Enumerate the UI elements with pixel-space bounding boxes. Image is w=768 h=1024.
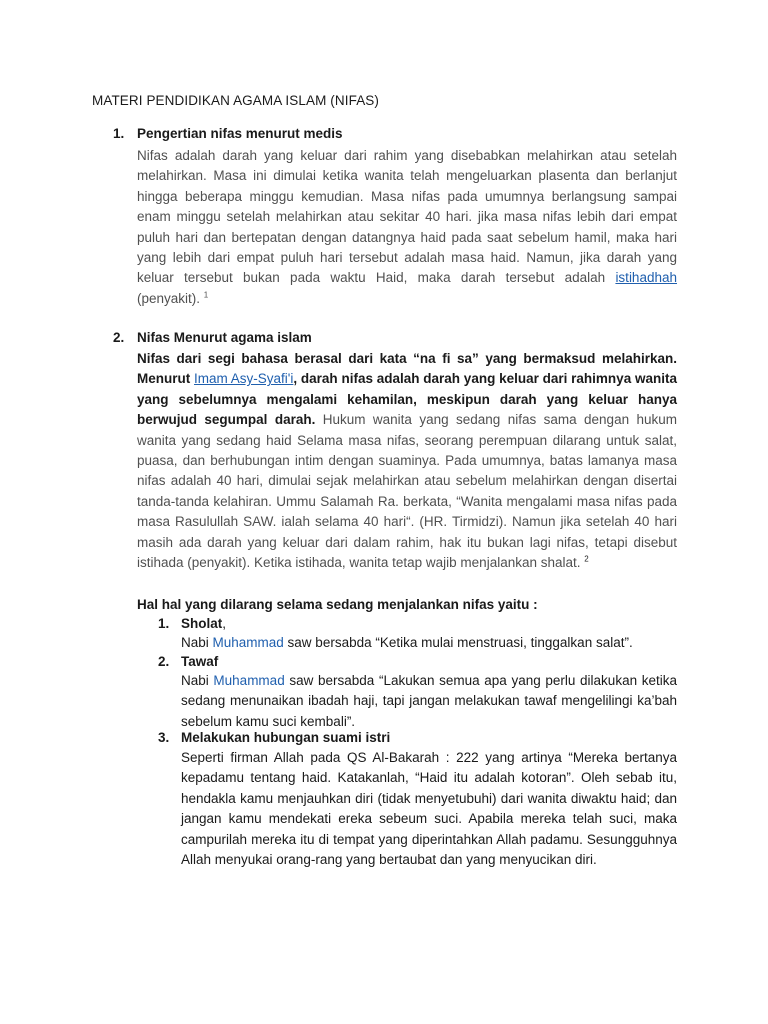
prohibition-1-title-suffix: ,	[222, 616, 227, 631]
section-2-gray-text: Hukum wanita yang sedang nifas sama dengan hukum wanita yang sedang haid Selama masa nifas, seorang perempuan dilarang untuk salat, puasa, dan berhubungan intim dengan suaminya. Pada umumnya, batas lamanya masa nifas adalah 40 hari, dimulai sejak melahirkan atau sebelum melahirkan dengan disertai tanda-tanda kelahiran. Ummu Salamah Ra. berkata, “Wanita mengalami masa nifas pada masa Rasulullah SAW. ialah selama 40 hari“. (HR. Tirmidzi). Namun jika setelah 40 hari masih ada darah yang keluar dari dalam rahim, hak itu bukan lagi nifas, tetapi disebut istihada (penyakit). Ketika istihada, wanita tetap wajib menjalankan shalat.	[137, 412, 678, 571]
section-2-heading: Nifas Menurut agama islam	[137, 330, 312, 345]
section-2-body	[137, 349, 677, 573]
prohibition-1-name: Muhammad	[212, 635, 284, 650]
section-1-heading: Pengertian nifas menurut medis	[137, 126, 343, 141]
prohibition-2-text: saw bersabda “Lakukan semua apa yang perlu dilakukan ketika sedang menunaikan ibadah haji, tapi jangan melakukan tawaf mengelilingi ka’bah sebelum kamu suci kembali”.	[181, 673, 677, 729]
prohibition-1-body	[181, 633, 677, 653]
section-1-body	[137, 146, 677, 309]
istihadhah-link[interactable]: istihadhah	[615, 270, 677, 286]
prohibition-2-name: Muhammad	[213, 673, 285, 688]
prohibition-2-number: 2.	[158, 654, 170, 669]
prohibitions-heading: Hal hal yang dilarang selama sedang menjalankan nifas yaitu :	[137, 597, 538, 612]
section-1-number: 1.	[113, 126, 125, 141]
prohibition-1-text: saw bersabda “Ketika mulai menstruasi, tinggalkan salat”.	[283, 635, 633, 650]
section-2-number: 2.	[113, 330, 125, 345]
prohibition-2-body	[181, 671, 677, 732]
prohibition-1-pre: Nabi	[181, 635, 213, 650]
prohibition-3-number: 3.	[158, 730, 170, 745]
footnote-2[interactable]: 2	[584, 554, 589, 564]
section-2-bold-rest: , darah nifas adalah darah yang keluar dari rahimnya wanita yang sebelumnya mengalami kehamilan, meskipun darah yang keluar hanya berwujud segumpal darah.	[137, 371, 677, 428]
section-2-bold-intro: Nifas dari segi bahasa berasal dari kata “na fi sa” yang bermaksud melahirkan. Menurut	[137, 351, 677, 387]
document-title: MATERI PENDIDIKAN AGAMA ISLAM (NIFAS)	[92, 93, 380, 108]
section-1-after-link: (penyakit).	[137, 290, 201, 306]
prohibition-1-title	[181, 616, 226, 631]
prohibition-2-title: Tawaf	[181, 654, 219, 669]
prohibition-2-pre: Nabi	[181, 673, 214, 688]
section-1-text: Nifas adalah darah yang keluar dari rahim yang disebabkan melahirkan atau setelah melahirkan. Masa ini dimulai ketika wanita telah mengeluarkan plasenta dan berlanjut hingga beberapa minggu kemudian. Masa nifas pada umumnya berlangsung sampai enam minggu setelah melahirkan atau sekitar 40 hari. jika masa nifas lebih dari empat puluh hari dan bertepatan dengan datangnya haid pada saat sebelum hamil, maka hari yang lebih dari empat puluh hari tersebut adalah masa haid. Namun, jika darah yang keluar tersebut bukan pada waktu Haid, maka darah tersebut adalah	[137, 148, 677, 286]
footnote-1[interactable]: 1	[203, 290, 209, 300]
prohibition-1-title-text: Sholat	[181, 616, 223, 631]
prohibition-3-body: Seperti firman Allah pada QS Al-Bakarah : 222 yang artinya “Mereka bertanya kepadamu tentang haid. Katakanlah, “Haid itu adalah kotoran”. Oleh sebab itu, hendakla kamu menjauhkan diri (tidak menyetubuhi) dari wanita diwaktu haid; dan jangan kamu mendekati ereka sebeum suci. Apabila mereka telah suci, maka campurilah mereka itu di tempat yang diperintahkan Allah padamu. Sesungguhnya Allah menyukai orang-rang yang bertaubat dan yang menyucikan diri.	[181, 750, 677, 868]
prohibition-1-number: 1.	[158, 616, 170, 631]
imam-asy-syafii-link[interactable]: Imam Asy-Syafi'i	[194, 371, 294, 387]
prohibition-3-title: Melakukan hubungan suami istri	[181, 730, 391, 745]
